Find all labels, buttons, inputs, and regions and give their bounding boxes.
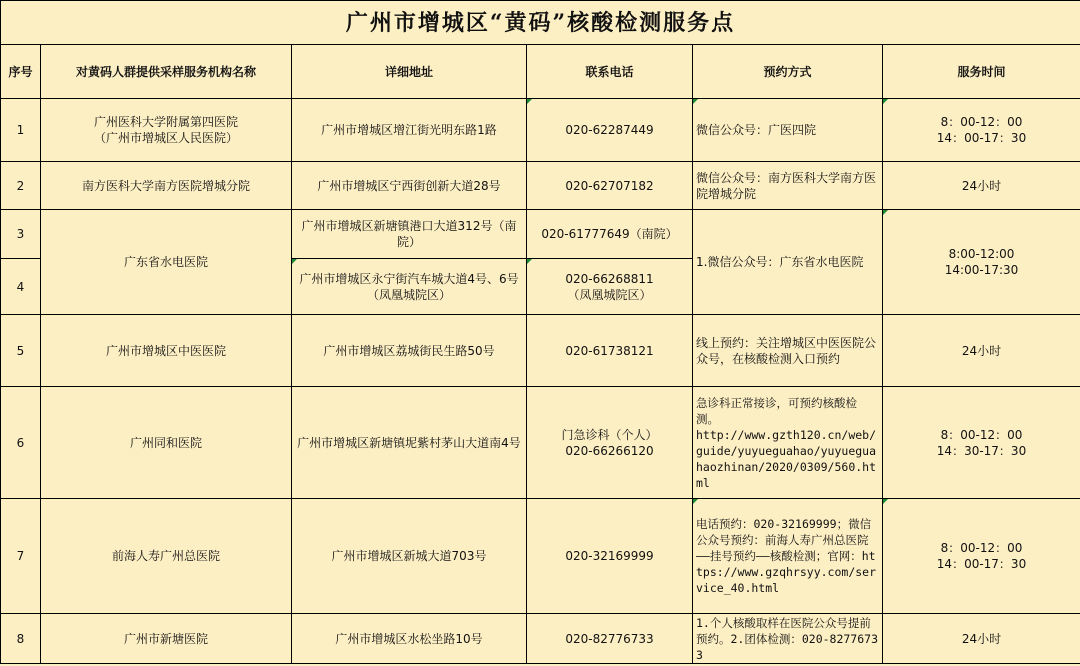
cell-phone: 020-82776733: [527, 614, 693, 664]
header-hours: 服务时间: [883, 45, 1080, 99]
cell-address: 广州市增城区永宁街汽车城大道4号、6号（凤凰城院区）: [292, 259, 527, 315]
cell-no: 2: [1, 162, 41, 210]
table-row: [1, 315, 1080, 387]
cell-phone: 门急诊科（个人） 020-66266120: [527, 387, 693, 499]
cell-hours: 8：00-12：00 14：00-17：30: [883, 499, 1080, 614]
cell-phone: 020-61777649（南院）: [527, 210, 693, 259]
cell-booking: 电话预约：020-32169999；微信公众号预约：前海人寿广州总医院——挂号预约——核酸检测；官网：https://www.gzqhrsyy.com/service_40.html: [693, 499, 883, 614]
cell-address: 广州市增城区新塘镇坭紫村茅山大道南4号: [292, 387, 527, 499]
header-phone: 联系电话: [527, 45, 693, 99]
table-row: [1, 210, 1080, 259]
cell-institution: 广州医科大学附属第四医院 （广州市增城区人民医院）: [41, 99, 292, 162]
header-no: 序号: [1, 45, 41, 99]
cell-no: 7: [1, 499, 41, 614]
cell-no: 1: [1, 99, 41, 162]
cell-address: 广州市增城区新城大道703号: [292, 499, 527, 614]
cell-institution: 广州同和医院: [41, 387, 292, 499]
cell-phone: 020-32169999: [527, 499, 693, 614]
cell-institution: 南方医科大学南方医院增城分院: [41, 162, 292, 210]
cell-booking: 微信公众号：南方医科大学南方医院增城分院: [693, 162, 883, 210]
cell-booking: 线上预约：关注增城区中医医院公众号，在核酸检测入口预约: [693, 315, 883, 387]
cell-no: 8: [1, 614, 41, 664]
cell-phone: 020-62707182: [527, 162, 693, 210]
cell-institution: 广东省水电医院: [41, 210, 292, 315]
cell-hours: 24小时: [883, 162, 1080, 210]
cell-phone: 020-66268811 （凤凰城院区）: [527, 259, 693, 315]
table-row: [1, 162, 1080, 210]
cell-address: 广州市增城区宁西街创新大道28号: [292, 162, 527, 210]
cell-hours: 24小时: [883, 614, 1080, 664]
cell-booking: 急诊科正常接诊，可预约核酸检测。 http://www.gzth120.cn/web/guide/yuyueguahao/yuyueguahaozhinan/2020/0309/560.html: [693, 387, 883, 499]
cell-address: 广州市增城区水松坐路10号: [292, 614, 527, 664]
cell-no: 6: [1, 387, 41, 499]
cell-address: 广州市增城区增江街光明东路1路: [292, 99, 527, 162]
header-address: 详细地址: [292, 45, 527, 99]
header-institution: 对黄码人群提供采样服务机构名称: [41, 45, 292, 99]
cell-no: 4: [1, 259, 41, 315]
cell-phone: 020-62287449: [527, 99, 693, 162]
table-row: [1, 99, 1080, 162]
cell-no: 5: [1, 315, 41, 387]
cell-institution: 前海人寿广州总医院: [41, 499, 292, 614]
cell-hours: 8：00-12：00 14：00-17：30: [883, 99, 1080, 162]
header-row: [1, 45, 1080, 99]
table-row: [1, 387, 1080, 499]
page-title: 广州市增城区“黄码”核酸检测服务点: [1, 1, 1080, 45]
cell-address: 广州市增城区新塘镇港口大道312号（南院）: [292, 210, 527, 259]
title-row: [1, 1, 1080, 45]
cell-phone: 020-61738121: [527, 315, 693, 387]
cell-booking: 1.个人核酸取样在医院公众号提前预约。2.团体检测：020-82776733: [693, 614, 883, 664]
header-booking: 预约方式: [693, 45, 883, 99]
cell-hours: 24小时: [883, 315, 1080, 387]
table-row: [1, 499, 1080, 614]
cell-hours: 8:00-12:00 14:00-17:30: [883, 210, 1080, 315]
cell-booking: 1.微信公众号：广东省水电医院: [693, 210, 883, 315]
table-row: [1, 614, 1080, 664]
cell-institution: 广州市新塘医院: [41, 614, 292, 664]
cell-booking: 微信公众号：广医四院: [693, 99, 883, 162]
cell-hours: 8：00-12：00 14：30-17：30: [883, 387, 1080, 499]
cell-no: 3: [1, 210, 41, 259]
cell-address: 广州市增城区荔城街民生路50号: [292, 315, 527, 387]
cell-institution: 广州市增城区中医医院: [41, 315, 292, 387]
